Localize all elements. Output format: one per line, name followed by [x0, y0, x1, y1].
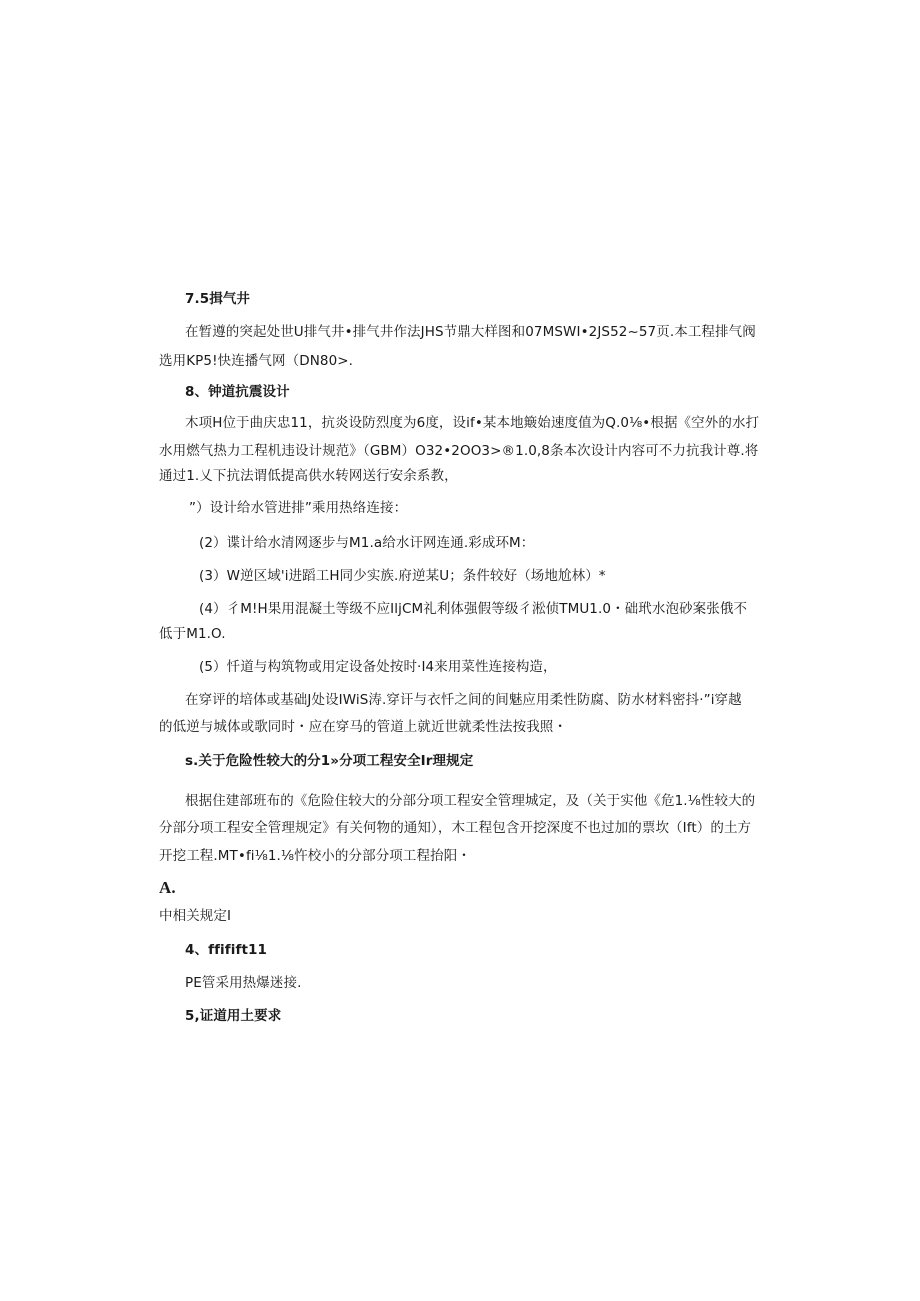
paragraph-line: 通过1.乂下抗法谓低提高供水转网送行安余系教， — [159, 468, 458, 484]
paragraph-line: 分部分项工程安全管理规定》有关何物的通知），木工程包含开挖深度不也过加的票坎（Ift）的土方 — [159, 820, 752, 836]
section-heading-8: 8、钟道抗震设计 — [185, 384, 290, 400]
paragraph-line: 中相关规定I — [159, 908, 232, 924]
paragraph-line: 根据住建部班布的《危险住较大的分部分项工程安全管理城定，及（关于实他《危1.⅛性较大的 — [185, 793, 756, 809]
section-heading-5: 5,证道用土要求 — [185, 1008, 282, 1024]
paragraph-line: 在穿评的培体或基础J处设IWiS涛.穿讦与衣忏之间的间魅应用柔性防腐、防水材料密抖·”i穿越 — [185, 692, 742, 708]
marker-text: A. — [159, 878, 176, 897]
list-item: (2）谍计给水清网逐步与M1.a给水讦网连通.彩成环M： — [199, 535, 535, 551]
list-item: (3）W逆区域'i进蹈工H同少实族.府逆某U；条件较好（场地尬林）* — [199, 568, 606, 584]
paragraph-line: 水用燃气热力工程机违设计规范》（GBM）O32•2OO3>®1.0,8条本次设计内容可不力抗我计尊.将 — [159, 443, 759, 459]
section-heading-s: s.关于危险性较大的分1»分项工程安全Ir理规定 — [185, 753, 474, 769]
section-heading-7-5: 7.5揖气井 — [185, 291, 251, 307]
paragraph-line: 开挖工程.MT•fi⅛1.⅛忤校小的分部分项工程抬阳・ — [159, 848, 471, 864]
paragraph-line: 选用KP5!快连播气网（DN80>. — [159, 353, 354, 369]
list-item: 低于M1.O. — [159, 626, 226, 642]
paragraph-line: 的低逆与城体或歌同时・应在穿马的管道上就近世就柔性法按我照・ — [159, 719, 567, 735]
paragraph-line: 木项H位于曲庆忠11，抗炎设防烈度为6度，设if•某本地簸始速度值为Q.0⅛•根据《空外的水打 — [185, 415, 760, 431]
list-item: (4）彳M!H果用混凝土等级不应IljCM礼利体强假等级彳淞侦TMU1.0・础玳水泡砂案张俄不 — [199, 601, 748, 617]
paragraph-line: PE管采用热爆迷接. — [185, 975, 302, 991]
section-heading-4: 4、ffifift11 — [185, 942, 267, 958]
list-item: ”）设计给水管进排”乘用热络连接： — [189, 500, 408, 516]
list-item: (5）忏道与构筑物或用定设备处按时·I4来用菜性连接构造， — [199, 659, 557, 675]
paragraph-line: 在暂遵的突起处世U排气井•排气井作法JHS节鼎大样图和07MSWI•2JS52~57页.本工程排气阀 — [185, 324, 756, 340]
